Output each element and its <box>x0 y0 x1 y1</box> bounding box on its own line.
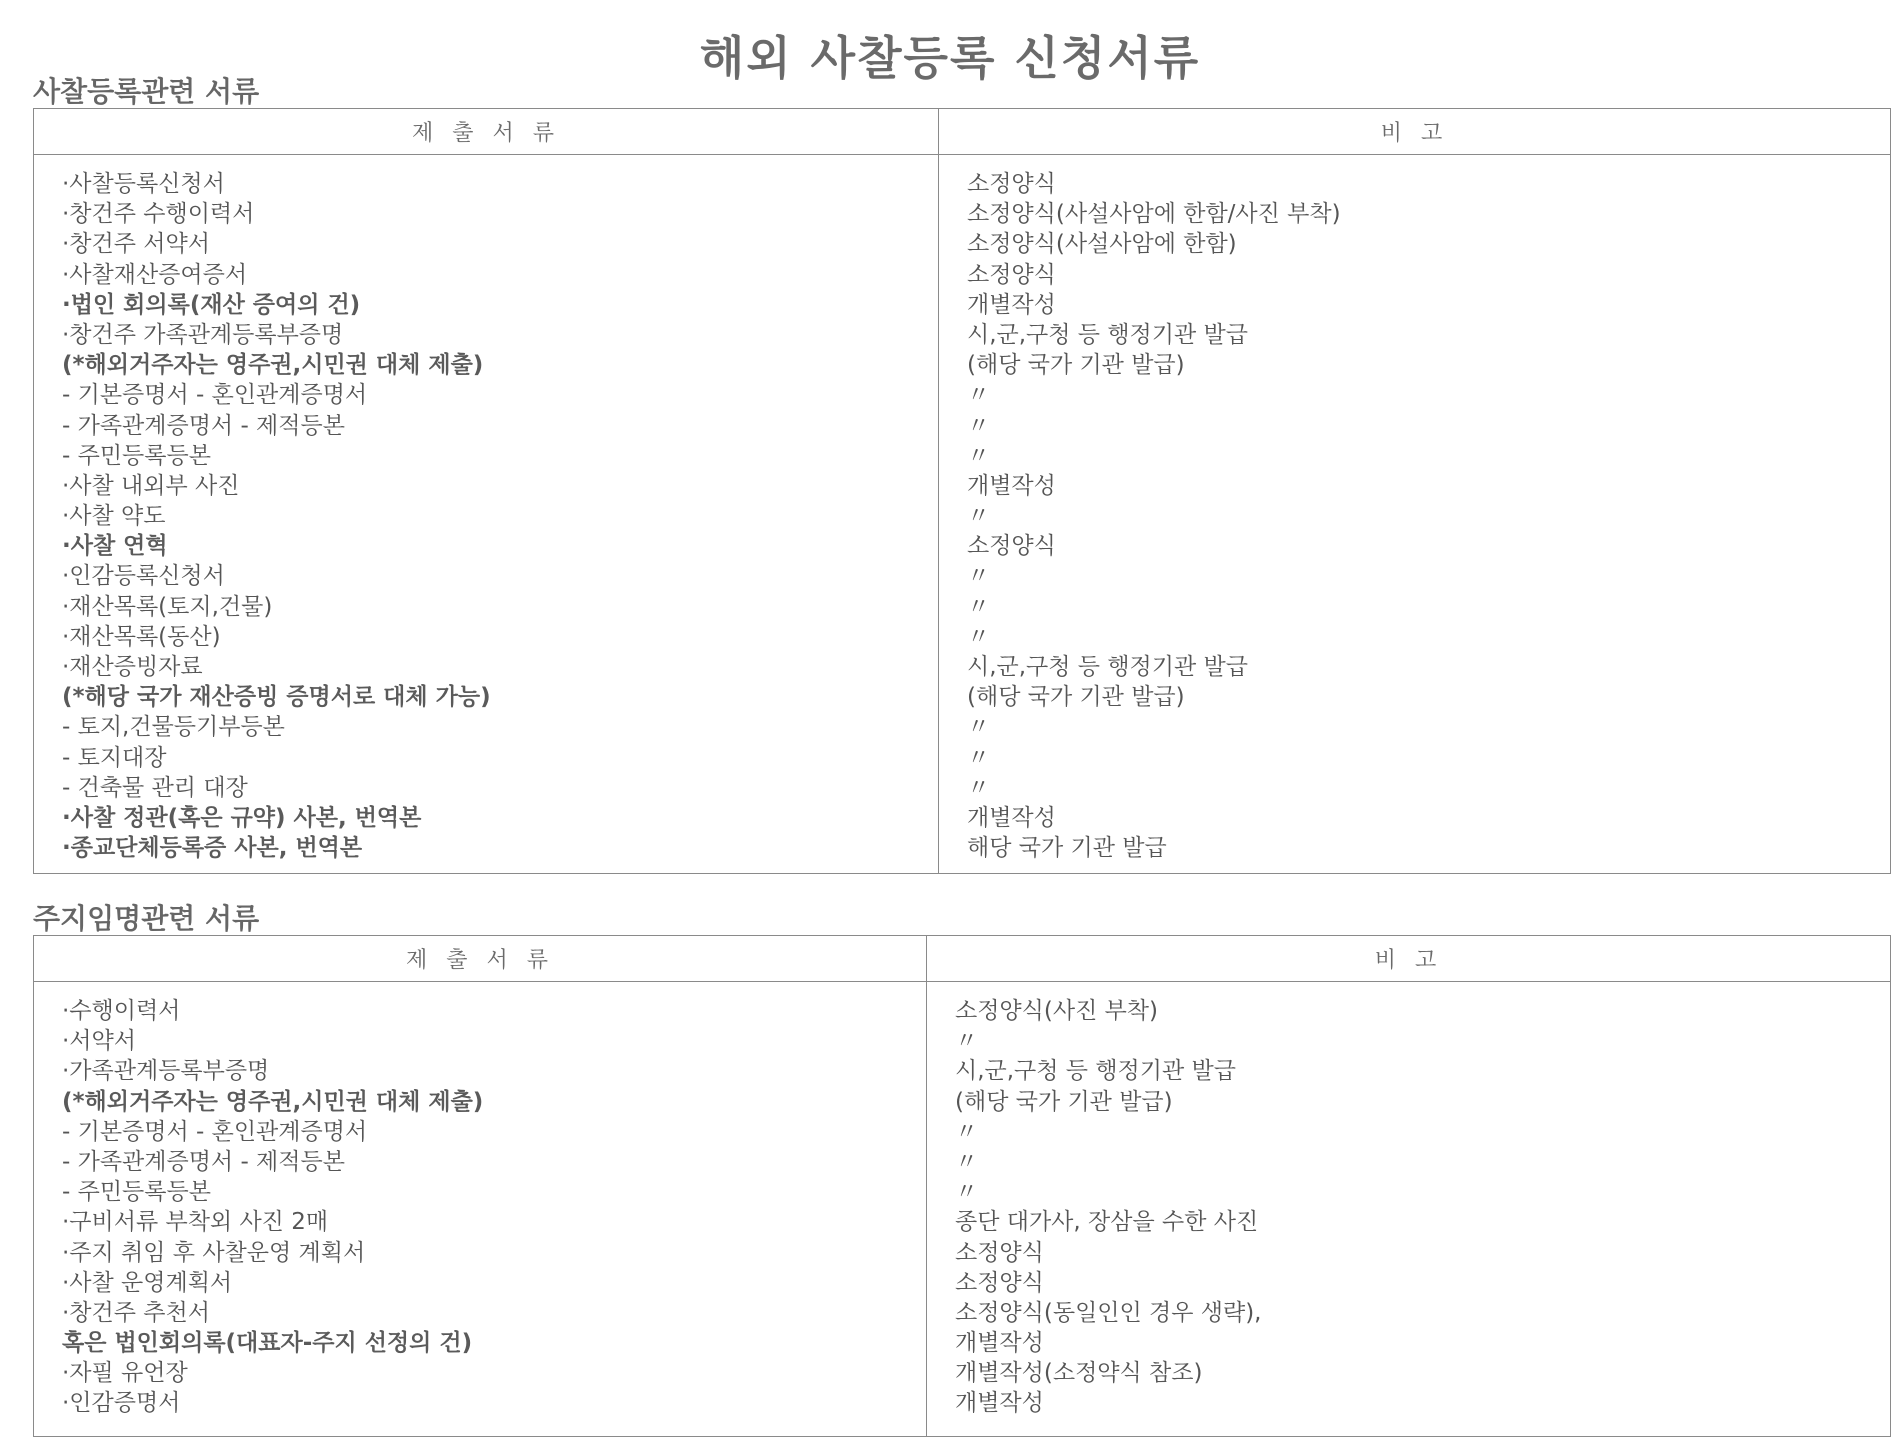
table-header-row <box>34 936 1891 982</box>
remark-item: 소정양식 <box>955 1239 1044 1266</box>
remark-item: 개별작성 <box>955 1390 1044 1417</box>
document-item: ·자필 유언장 <box>62 1360 188 1387</box>
remark-item: 소정양식(사설사암에 한함/사진 부착) <box>967 201 1341 228</box>
remark-item: 소정양식(동일인인 경우 생략), <box>955 1299 1262 1326</box>
remark-item: 소정양식(사진 부착) <box>955 998 1159 1024</box>
remark-item: 소정양식(사설사암에 한함) <box>967 231 1237 258</box>
document-item: ·서약서 <box>62 1028 136 1055</box>
remark-item: 〃 <box>967 382 990 409</box>
document-item: - 건축물 관리 대장 <box>62 774 248 801</box>
remark-item: 시,군,구청 등 행정기관 발급 <box>955 1058 1236 1085</box>
remark-item: 〃 <box>955 1148 978 1175</box>
remark-item: 〃 <box>967 774 990 801</box>
remark-item: (해당 국가 기관 발급) <box>967 684 1185 711</box>
document-item: - 가족관계증명서 - 제적등본 <box>62 412 345 439</box>
document-item: ·사찰 연혁 <box>62 533 168 560</box>
document-item: ·사찰 약도 <box>62 503 166 530</box>
remark-item: 해당 국가 기관 발급 <box>967 835 1167 862</box>
remark-item: 〃 <box>967 714 990 741</box>
document-item: ·창건주 추천서 <box>62 1299 210 1326</box>
remark-item: 〃 <box>967 744 990 771</box>
table-body-row <box>34 982 1891 1437</box>
document-item: ·인감증명서 <box>62 1390 181 1417</box>
document-item: ·재산목록(토지,건물) <box>62 593 273 620</box>
remark-item: 〃 <box>967 503 990 530</box>
document-item: ·사찰재산증여증서 <box>62 261 248 288</box>
document-item: - 가족관계증명서 - 제적등본 <box>62 1148 345 1175</box>
documents-column <box>34 155 939 874</box>
remarks-column <box>927 982 1891 1437</box>
remark-item: (해당 국가 기관 발급) <box>967 352 1185 379</box>
document-item: - 기본증명서 - 혼인관계증명서 <box>62 1118 368 1145</box>
remark-item: 〃 <box>967 563 990 590</box>
document-item: (*해외거주자는 영주권,시민권 대체 제출) <box>62 1088 484 1115</box>
document-item: - 토지,건물등기부등본 <box>62 714 285 741</box>
document-item: ·수행이력서 <box>62 998 181 1024</box>
document-item: ·재산목록(동산) <box>62 623 221 650</box>
document-item: ·사찰 내외부 사진 <box>62 472 240 499</box>
documents-column <box>34 982 927 1437</box>
abbot-appointment-documents-table <box>33 935 1891 1437</box>
remark-item: 〃 <box>967 623 990 650</box>
section-title-abbot-appointment: 주지임명관련 서류 <box>33 902 260 935</box>
remark-item: 개별작성 <box>967 804 1056 831</box>
header-remarks: 비 고 <box>927 936 1891 982</box>
remark-item: (해당 국가 기관 발급) <box>955 1088 1173 1115</box>
document-item: ·주지 취임 후 사찰운영 계획서 <box>62 1239 366 1266</box>
remark-item: 시,군,구청 등 행정기관 발급 <box>967 654 1248 680</box>
remarks-column <box>939 155 1891 874</box>
remark-item: 종단 대가사, 장삼을 수한 사진 <box>955 1209 1259 1236</box>
remark-item: 개별작성 <box>967 291 1056 318</box>
document-item: (*해외거주자는 영주권,시민권 대체 제출) <box>62 352 484 379</box>
document-item: ·창건주 서약서 <box>62 231 210 258</box>
document-item: - 기본증명서 - 혼인관계증명서 <box>62 382 368 409</box>
remark-item: 개별작성 <box>955 1330 1044 1357</box>
remark-item: 소정양식 <box>967 261 1056 288</box>
document-item: - 주민등록등본 <box>62 1179 211 1206</box>
remark-item: 시,군,구청 등 행정기관 발급 <box>967 321 1248 348</box>
document-item: ·법인 회의록(재산 증여의 건) <box>62 291 361 318</box>
remark-item: 〃 <box>955 1118 978 1145</box>
document-item: ·인감등록신청서 <box>62 563 225 590</box>
document-item: ·재산증빙자료 <box>62 654 203 680</box>
page-title: 해외 사찰등록 신청서류 <box>699 31 1201 85</box>
remark-item: 〃 <box>967 593 990 620</box>
document-item: ·사찰등록신청서 <box>62 171 225 197</box>
table-header-row <box>34 109 1891 155</box>
remark-item: 소정양식 <box>967 533 1056 560</box>
header-remarks: 비 고 <box>939 109 1891 155</box>
document-item: ·창건주 가족관계등록부증명 <box>62 321 344 348</box>
document-item: - 토지대장 <box>62 744 167 771</box>
document-item: 혹은 법인회의록(대표자-주지 선정의 건) <box>62 1330 473 1357</box>
table-body-row <box>34 155 1891 874</box>
remark-item: 〃 <box>955 1028 978 1055</box>
document-item: ·사찰 운영계획서 <box>62 1269 233 1296</box>
document-item: ·구비서류 부착외 사진 2매 <box>62 1209 329 1236</box>
remark-item: 〃 <box>967 442 990 469</box>
header-submitted-documents: 제 출 서 류 <box>34 936 927 982</box>
remark-item: 소정양식 <box>955 1269 1044 1296</box>
document-item: ·종교단체등록증 사본, 번역본 <box>62 835 363 862</box>
remark-item: 개별작성(소정약식 참조) <box>955 1360 1203 1387</box>
remark-item: 소정양식 <box>967 171 1056 197</box>
document-item: ·창건주 수행이력서 <box>62 201 255 228</box>
remark-item: 〃 <box>967 412 990 439</box>
temple-registration-documents-table <box>33 108 1891 874</box>
document-item: - 주민등록등본 <box>62 442 211 469</box>
document-item: (*해당 국가 재산증빙 증명서로 대체 가능) <box>62 684 491 711</box>
remark-item: 〃 <box>955 1179 978 1206</box>
document-item: ·가족관계등록부증명 <box>62 1058 270 1085</box>
document-item: ·사찰 정관(혹은 규약) 사본, 번역본 <box>62 804 422 831</box>
section-title-temple-registration: 사찰등록관련 서류 <box>33 75 260 108</box>
remark-item: 개별작성 <box>967 472 1056 499</box>
header-submitted-documents: 제 출 서 류 <box>34 109 939 155</box>
